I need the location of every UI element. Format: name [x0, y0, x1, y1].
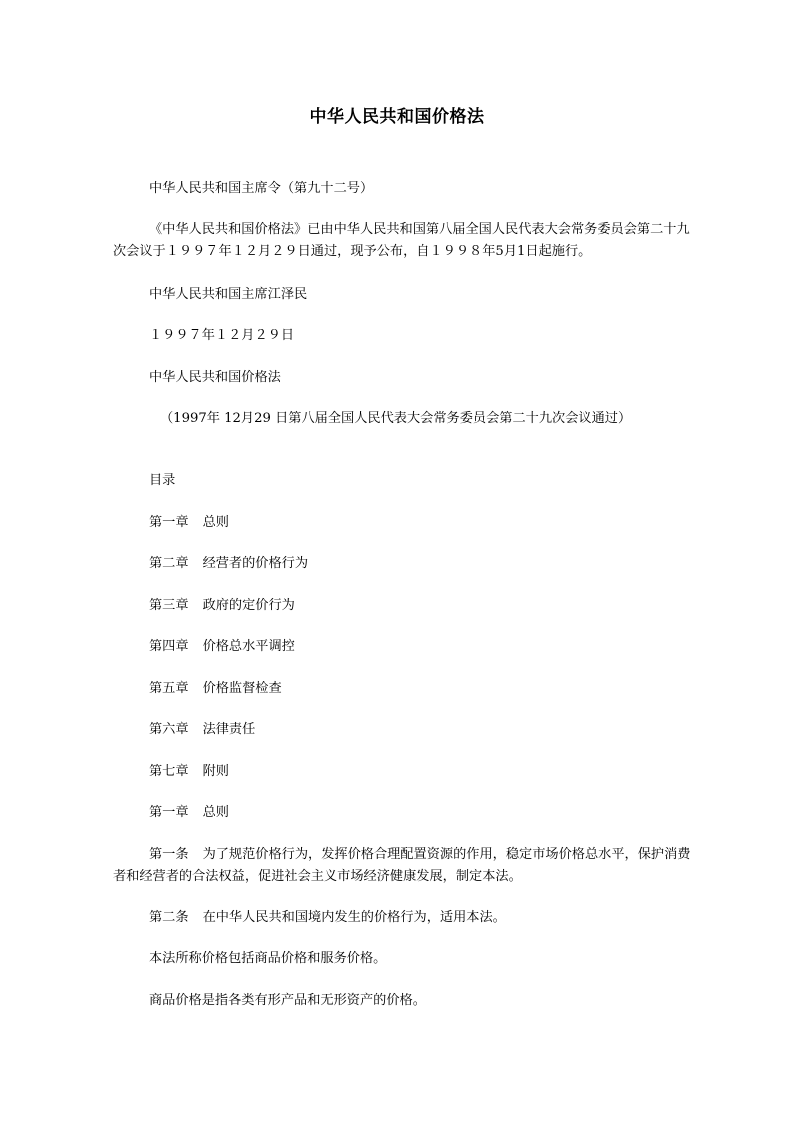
toc-item — [113, 512, 689, 534]
toc-chapter-number: 第一章 — [149, 515, 189, 530]
toc-item — [113, 595, 689, 617]
toc-chapter-number: 第七章 — [149, 764, 189, 779]
sign-date: １９９７年１２月２９日 — [149, 328, 295, 343]
toc-chapter-number: 第二章 — [149, 556, 189, 571]
toc-item — [113, 678, 689, 700]
toc-chapter-name: 总则 — [202, 515, 229, 530]
article-number: 第一条 — [149, 847, 189, 862]
toc-chapter-name: 附则 — [202, 764, 229, 779]
signatory: 中华人民共和国主席江泽民 — [149, 287, 308, 302]
toc-chapter-name: 政府的定价行为 — [202, 598, 295, 613]
law-title: 中华人民共和国价格法 — [149, 370, 281, 385]
toc-item — [113, 761, 689, 783]
toc-chapter-number: 第六章 — [149, 722, 189, 737]
promulgation-paragraph: 《中华人民共和国价格法》已由中华人民共和国第八届全国人民代表大会常务委员会第二十九次会议于１９９７年１２月２９日通过，现予公布，自１９９８年5月1日起施行。 — [113, 222, 690, 259]
article-text: 在中华人民共和国境内发生的价格行为，适用本法。 — [202, 910, 506, 925]
article-2 — [113, 907, 689, 929]
toc-chapter-name: 价格监督检查 — [202, 681, 282, 696]
toc-chapter-name: 法律责任 — [202, 722, 256, 737]
document-title: 中华人民共和国价格法 — [309, 107, 485, 127]
chapter-name: 总则 — [202, 805, 229, 820]
paragraph-price-scope: 本法所称价格包括商品价格和服务价格。 — [149, 951, 387, 966]
toc-chapter-number: 第四章 — [149, 639, 189, 654]
toc-item — [113, 636, 689, 658]
article-number: 第二条 — [149, 910, 189, 925]
toc-heading: 目录 — [149, 473, 176, 488]
toc-item — [113, 553, 689, 575]
presidential-order: 中华人民共和国主席令（第九十二号） — [149, 181, 374, 196]
toc-chapter-number: 第五章 — [149, 681, 189, 696]
adoption-note: （1997年 12月29 日第八届全国人民代表大会常务委员会第二十九次会议通过） — [160, 411, 632, 426]
chapter-number: 第一章 — [149, 805, 189, 820]
toc-item — [113, 719, 689, 741]
paragraph-goods-price: 商品价格是指各类有形产品和无形资产的价格。 — [149, 993, 426, 1008]
article-1 — [113, 844, 691, 888]
toc-chapter-name: 经营者的价格行为 — [202, 556, 309, 571]
article-text: 为了规范价格行为，发挥价格合理配置资源的作用，稳定市场价格总水平，保护消费者和经营者的合法权益，促进社会主义市场经济健康发展，制定本法。 — [113, 847, 691, 884]
toc-chapter-name: 价格总水平调控 — [202, 639, 295, 654]
chapter-heading — [113, 802, 689, 824]
toc-chapter-number: 第三章 — [149, 598, 189, 613]
